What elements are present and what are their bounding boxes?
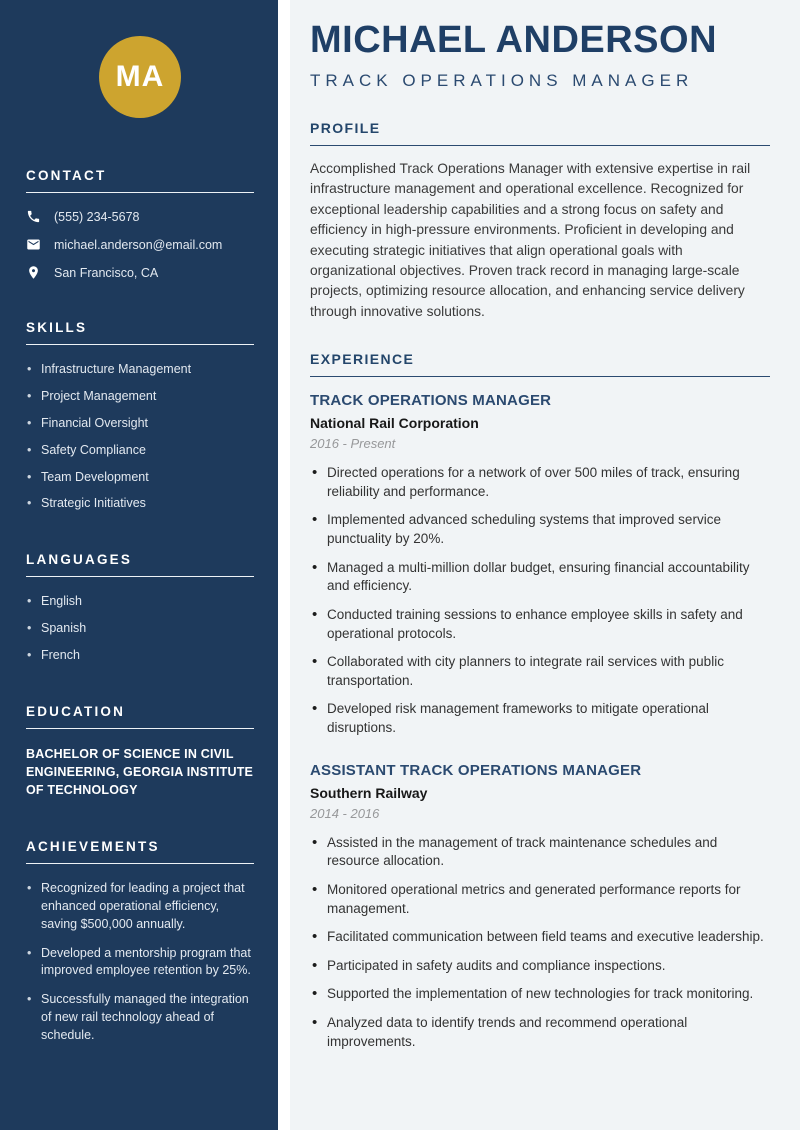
contact-row-phone: [26, 209, 254, 224]
profile-section: [310, 120, 770, 322]
job-bullet: • Facilitated communication between field teams and executive leadership.: [310, 928, 770, 947]
section-divider: [26, 728, 254, 729]
section-divider: [310, 145, 770, 146]
avatar-initials: MA: [115, 60, 165, 93]
achievements-list: [26, 880, 254, 1044]
name-heading: MICHAEL ANDERSON: [310, 19, 718, 61]
skill-item: • Strategic Initiatives: [26, 495, 254, 512]
achievement-item: • Recognized for leading a project that enhanced operational efficiency, saving $500,000 annually.: [26, 880, 254, 933]
job-dates: 2016 - Present: [310, 436, 396, 452]
main-content: [290, 0, 800, 1130]
contact-email-text: michael.anderson@email.com: [54, 237, 223, 252]
job-bullet: • Directed operations for a network of over 500 miles of track, ensuring reliability and performance.: [310, 464, 770, 501]
skill-item: • Team Development: [26, 469, 254, 486]
achievement-item: • Successfully managed the integration of new rail technology ahead of schedule.: [26, 991, 254, 1044]
job-bullet: • Monitored operational metrics and generated performance reports for management.: [310, 881, 770, 918]
skill-item: • Safety Compliance: [26, 442, 254, 459]
contact-section: [26, 168, 254, 280]
job-bullet: • Supported the implementation of new technologies for track monitoring.: [310, 985, 770, 1004]
languages-heading: LANGUAGES: [26, 552, 133, 568]
education-degree: BACHELOR OF SCIENCE IN CIVIL ENGINEERING, GEORGIA INSTITUTE OF TECHNOLOGY: [26, 746, 254, 798]
job-company: Southern Railway: [310, 784, 428, 801]
contact-phone-text: (555) 234-5678: [54, 209, 140, 224]
job-company: National Rail Corporation: [310, 415, 479, 432]
job-title-subtitle: TRACK OPERATIONS MANAGER: [310, 70, 694, 90]
column-gap: [278, 0, 290, 1130]
skill-item: • Financial Oversight: [26, 415, 254, 432]
email-icon: [26, 237, 41, 252]
section-divider: [26, 192, 254, 193]
skills-section: [26, 320, 254, 512]
skill-item: • Project Management: [26, 388, 254, 405]
experience-section: [310, 351, 770, 1051]
skills-list: [26, 361, 254, 512]
achievement-item: • Developed a mentorship program that improved employee retention by 25%.: [26, 945, 254, 981]
education-heading: EDUCATION: [26, 703, 126, 719]
language-item: • Spanish: [26, 620, 254, 637]
language-item: • French: [26, 647, 254, 664]
job-entry-2: [310, 762, 770, 1052]
job-bullet: • Implemented advanced scheduling systems that improved service punctuality by 20%.: [310, 511, 770, 548]
job-bullet-list: [310, 464, 770, 738]
contact-location-text: San Francisco, CA: [54, 265, 159, 280]
language-item: • English: [26, 593, 254, 610]
job-bullet: • Participated in safety audits and compliance inspections.: [310, 957, 770, 976]
languages-section: [26, 552, 254, 664]
section-divider: [26, 576, 254, 577]
profile-text: Accomplished Track Operations Manager with extensive expertise in rail infrastructure management and operational excellence. Recognized for exceptional leadership capabilities and a strong focus on safety and efficiency in high-pressure environments. Proficient in developing and executing strategic initiatives that align operational goals with organizational objectives. Proven track record in managing large-scale projects, optimizing resource allocation, and enhancing service delivery through innovative solutions.: [310, 160, 751, 319]
job-bullet: • Managed a multi-million dollar budget, ensuring financial accountability and efficiency.: [310, 559, 770, 596]
job-bullet: • Collaborated with city planners to integrate rail services with public transportation.: [310, 653, 770, 690]
job-bullet: • Conducted training sessions to enhance employee skills in safety and operational protocols.: [310, 606, 770, 643]
sidebar: [0, 0, 278, 1130]
contact-row-location: [26, 265, 254, 280]
job-bullet: • Analyzed data to identify trends and recommend operational improvements.: [310, 1014, 770, 1051]
achievements-section: [26, 839, 254, 1044]
skills-heading: SKILLS: [26, 320, 88, 335]
contact-row-email: [26, 237, 254, 252]
languages-list: [26, 593, 254, 664]
job-dates: 2014 - 2016: [310, 805, 380, 821]
job-title: ASSISTANT TRACK OPERATIONS MANAGER: [310, 761, 642, 779]
section-divider: [26, 863, 254, 864]
job-bullet: • Developed risk management frameworks to mitigate operational disruptions.: [310, 700, 770, 737]
location-icon: [26, 265, 41, 280]
education-section: [26, 704, 254, 799]
avatar: [99, 36, 181, 118]
experience-heading: EXPERIENCE: [310, 351, 415, 368]
section-divider: [26, 344, 254, 345]
job-title: TRACK OPERATIONS MANAGER: [310, 392, 552, 410]
job-bullet-list: [310, 834, 770, 1052]
job-bullet: • Assisted in the management of track maintenance schedules and resource allocation.: [310, 834, 770, 871]
phone-icon: [26, 209, 41, 224]
contact-heading: CONTACT: [26, 168, 107, 183]
section-divider: [310, 376, 770, 377]
job-entry-1: [310, 392, 770, 738]
achievements-heading: ACHIEVEMENTS: [26, 839, 160, 855]
profile-heading: PROFILE: [310, 119, 381, 136]
skill-item: • Infrastructure Management: [26, 361, 254, 378]
